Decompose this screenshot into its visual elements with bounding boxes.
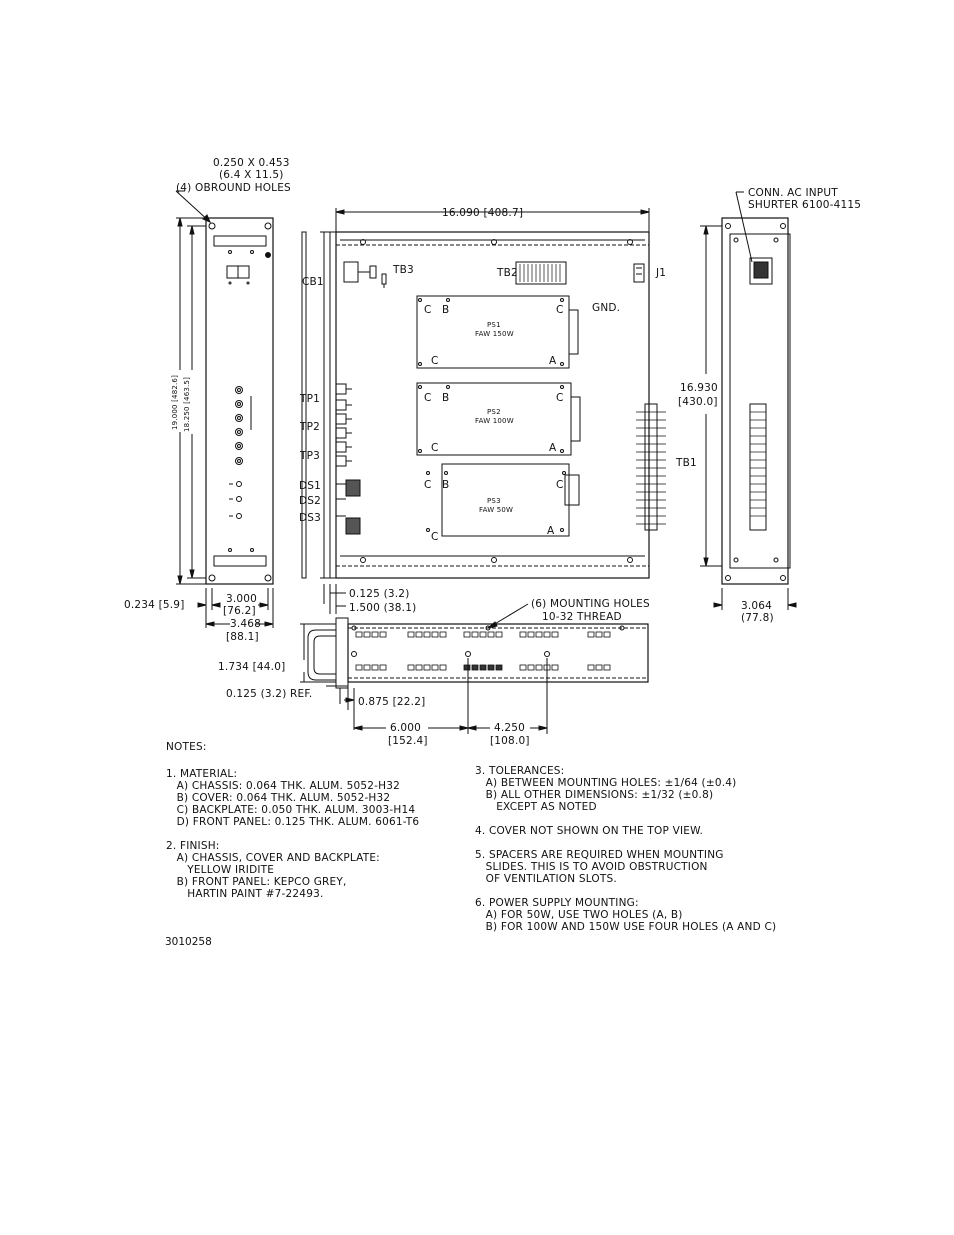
label-ps2-c-bl: C: [431, 442, 439, 454]
note-line: D) FRONT PANEL: 0.125 THK. ALUM. 6061-T6: [166, 816, 420, 828]
note-line: B) COVER: 0.064 THK. ALUM. 5052-H32: [166, 792, 391, 804]
label-conn-ac2: SHURTER 6100-4115: [748, 199, 862, 211]
label-ps1-a: A: [549, 355, 557, 367]
label-depth2: [430.0]: [678, 396, 718, 408]
label-ps3-a: A: [547, 525, 555, 537]
note-line: YELLOW IRIDITE: [166, 864, 275, 876]
drawing-number: 3010258: [165, 936, 212, 948]
label-tb2: TB2: [497, 267, 518, 279]
note-line: [475, 837, 776, 849]
label-dim-4250a: 4.250: [494, 722, 526, 734]
note-line: 1. MATERIAL:: [166, 768, 238, 780]
label-tp3: TP3: [300, 450, 321, 462]
label-ps3-c-tl: C: [424, 479, 432, 491]
note-line: A) CHASSIS, COVER AND BACKPLATE:: [166, 852, 380, 864]
note-line: B) FRONT PANEL: KEPCO GREY,: [166, 876, 347, 888]
label-ps3: PS3: [487, 497, 501, 505]
note-line: OF VENTILATION SLOTS.: [475, 873, 617, 885]
note-line: 5. SPACERS ARE REQUIRED WHEN MOUNTING: [475, 849, 724, 861]
label-ps1-b: B: [442, 304, 450, 316]
label-gnd: GND.: [592, 302, 621, 314]
label-height-outer: 19.000 [482.6]: [171, 374, 179, 430]
label-ps1: PS1: [487, 321, 501, 329]
top-view: [320, 208, 666, 578]
label-tb1: TB1: [676, 457, 697, 469]
label-dim-3468b: [88.1]: [226, 631, 259, 643]
label-dim-0234: 0.234 [5.9]: [124, 599, 185, 611]
label-mount2: 10-32 THREAD: [542, 611, 622, 623]
label-obround-holes: (4) OBROUND HOLES: [176, 182, 291, 194]
label-ps2: PS2: [487, 408, 501, 416]
label-mount1: (6) MOUNTING HOLES: [531, 598, 650, 610]
note-line: A) CHASSIS: 0.064 THK. ALUM. 5052-H32: [166, 780, 400, 792]
label-ps1-c-bl: C: [431, 355, 439, 367]
label-tp2: TP2: [300, 421, 321, 433]
note-line: 2. FINISH:: [166, 840, 220, 852]
label-conn-ac1: CONN. AC INPUT: [748, 187, 838, 199]
label-dim-1500: 1.500 (38.1): [349, 602, 417, 614]
note-line: A) BETWEEN MOUNTING HOLES: ±1/64 (±0.4): [475, 777, 737, 789]
label-cb1: CB1: [302, 276, 324, 288]
label-ds2: DS2: [299, 495, 322, 507]
label-ds3: DS3: [299, 512, 322, 524]
label-obround-dim1: 0.250 X 0.453: [213, 157, 290, 169]
label-dim-4250b: [108.0]: [490, 735, 530, 747]
note-line: B) FOR 100W AND 150W USE FOUR HOLES (A AND C): [475, 921, 777, 933]
label-depth1: 16.930: [680, 382, 718, 394]
label-ds1: DS1: [299, 480, 322, 492]
label-height-inner: 18.250 [463.5]: [183, 376, 191, 432]
label-ps2-b: B: [442, 392, 450, 404]
label-ps1-c-tl: C: [424, 304, 432, 316]
front-height-dimensions: [176, 218, 206, 584]
note-line: A) FOR 50W, USE TWO HOLES (A, B): [475, 909, 683, 921]
label-width-top: 16.090 [408.7]: [442, 207, 524, 219]
label-ps1-model: FAW 150W: [475, 330, 514, 338]
label-dim-0125a: 0.125 (3.2): [349, 588, 410, 600]
label-tp1: TP1: [300, 393, 321, 405]
notes-heading: NOTES:: [166, 741, 207, 753]
label-dim-0125ref: 0.125 (3.2) REF.: [226, 688, 313, 700]
note-line: [475, 813, 776, 825]
note-line: 6. POWER SUPPLY MOUNTING:: [475, 897, 639, 909]
note-line: B) ALL OTHER DIMENSIONS: ±1/32 (±0.8): [475, 789, 714, 801]
label-ps3-model: FAW 50W: [479, 506, 514, 514]
label-ps3-c-tr: C: [556, 479, 564, 491]
note-line: 3. TOLERANCES:: [475, 765, 565, 777]
label-j1: J1: [656, 267, 667, 279]
note-line: C) BACKPLATE: 0.050 THK. ALUM. 3003-H14: [166, 804, 416, 816]
note-line: EXCEPT AS NOTED: [475, 801, 597, 813]
label-ps1-c-tr: C: [556, 304, 564, 316]
front-panel-view: [206, 218, 306, 584]
label-dim-3064b: (77.8): [741, 612, 774, 624]
obround-leader: [176, 191, 210, 222]
label-dim-3000a: 3.000: [226, 593, 258, 605]
note-line: [166, 828, 419, 840]
note-line: HARTIN PAINT #7-22493.: [166, 888, 324, 900]
label-ps3-b: B: [442, 479, 450, 491]
label-dim-6000a: 6.000: [390, 722, 422, 734]
label-tb3: TB3: [393, 264, 414, 276]
label-ps2-c-tl: C: [424, 392, 432, 404]
note-line: 4. COVER NOT SHOWN ON THE TOP VIEW.: [475, 825, 704, 837]
label-ps2-c-tr: C: [556, 392, 564, 404]
label-obround-dim2: (6.4 X 11.5): [219, 169, 284, 181]
label-dim-3000b: [76.2]: [223, 605, 256, 617]
label-ps2-a: A: [549, 442, 557, 454]
label-ps3-c-bl: C: [431, 531, 439, 543]
label-dim-1734: 1.734 [44.0]: [218, 661, 286, 673]
notes-left-column: [166, 768, 419, 900]
notes-right-column: [475, 765, 776, 933]
label-dim-3064a: 3.064: [741, 600, 773, 612]
label-dim-3468a: 3.468: [230, 618, 262, 630]
note-line: SLIDES. THIS IS TO AVOID OBSTRUCTION: [475, 861, 708, 873]
label-dim-6000b: [152.4]: [388, 735, 428, 747]
note-line: [475, 885, 776, 897]
label-dim-0875: 0.875 [22.2]: [358, 696, 426, 708]
label-ps2-model: FAW 100W: [475, 417, 514, 425]
